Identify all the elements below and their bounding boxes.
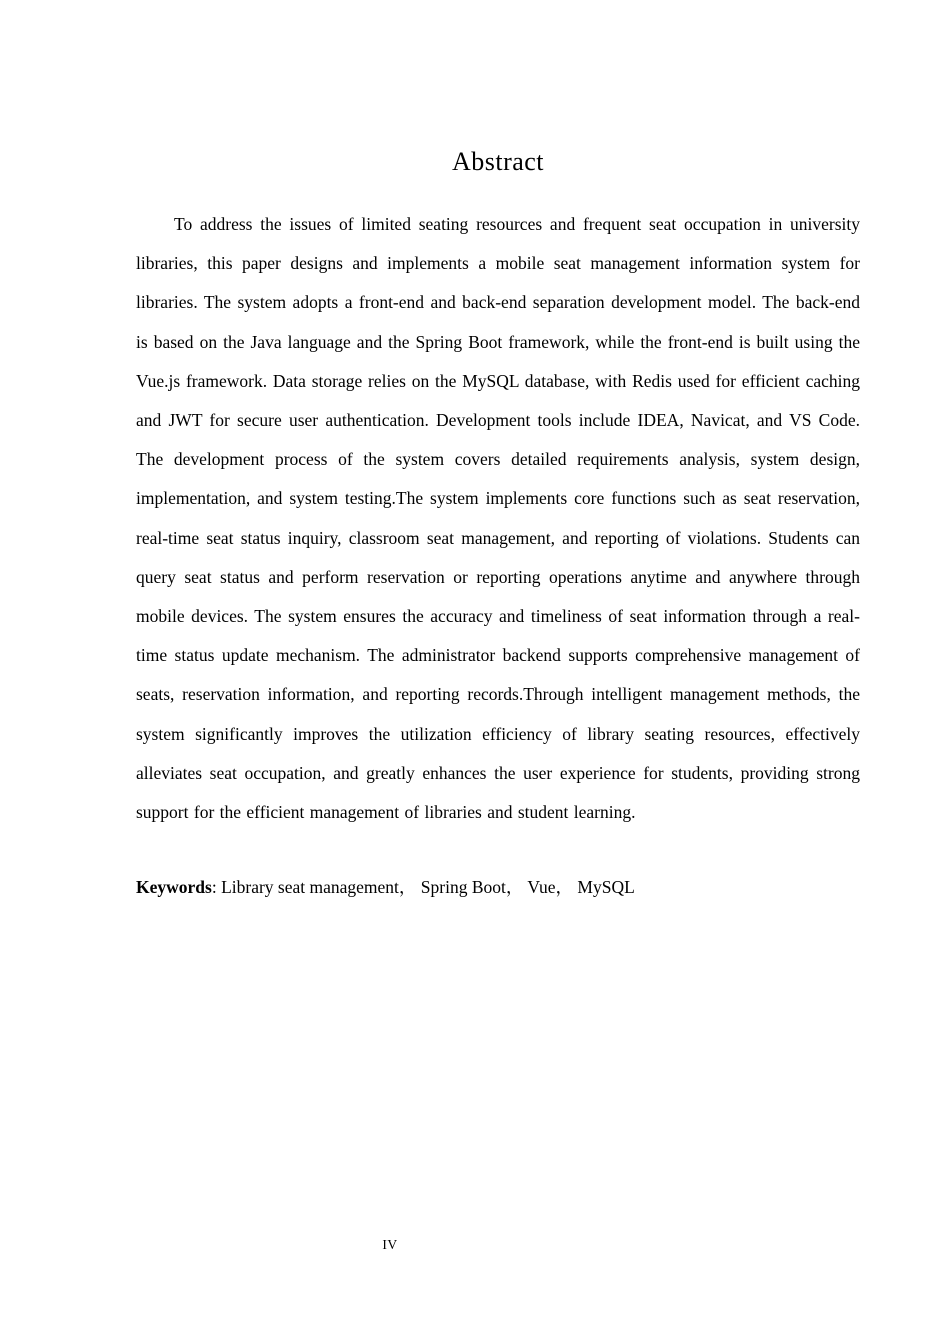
keywords-line (136, 868, 860, 907)
keywords-label: Keywords (136, 877, 212, 898)
abstract-paragraph: To address the issues of limited seating resources and frequent seat occupation in university libraries, this paper designs and implements a mobile seat management information system for libraries. The system adopts a front-end and back-end separation development model. The back-end is based on the Java language and the Spring Boot framework, while the front-end is built using the Vue.js framework. Data storage relies on the MySQL database, with Redis used for efficient caching and JWT for secure user authentication. Development tools include IDEA, Navicat, and VS Code. The development process of the system covers detailed requirements analysis, system design, implementation, and system testing.The system implements core functions such as seat reservation, real-time seat status inquiry, classroom seat management, and reporting of violations. Students can query seat status and perform reservation or reporting operations anytime and anywhere through mobile devices. The system ensures the accuracy and timeliness of seat information through a real-time status update mechanism. The administrator backend supports comprehensive management of seats, reservation information, and reporting records.Through intelligent management methods, the system significantly improves the utilization efficiency of library seating resources, effectively alleviates seat occupation, and greatly enhances the user experience for students, providing strong support for the efficient management of libraries and student learning. (136, 214, 860, 823)
page-title: Abstract (451, 147, 545, 176)
keywords-text: : Library seat management， Spring Boot， Vue， MySQL (211, 877, 635, 898)
page-number: IV (382, 1237, 398, 1252)
